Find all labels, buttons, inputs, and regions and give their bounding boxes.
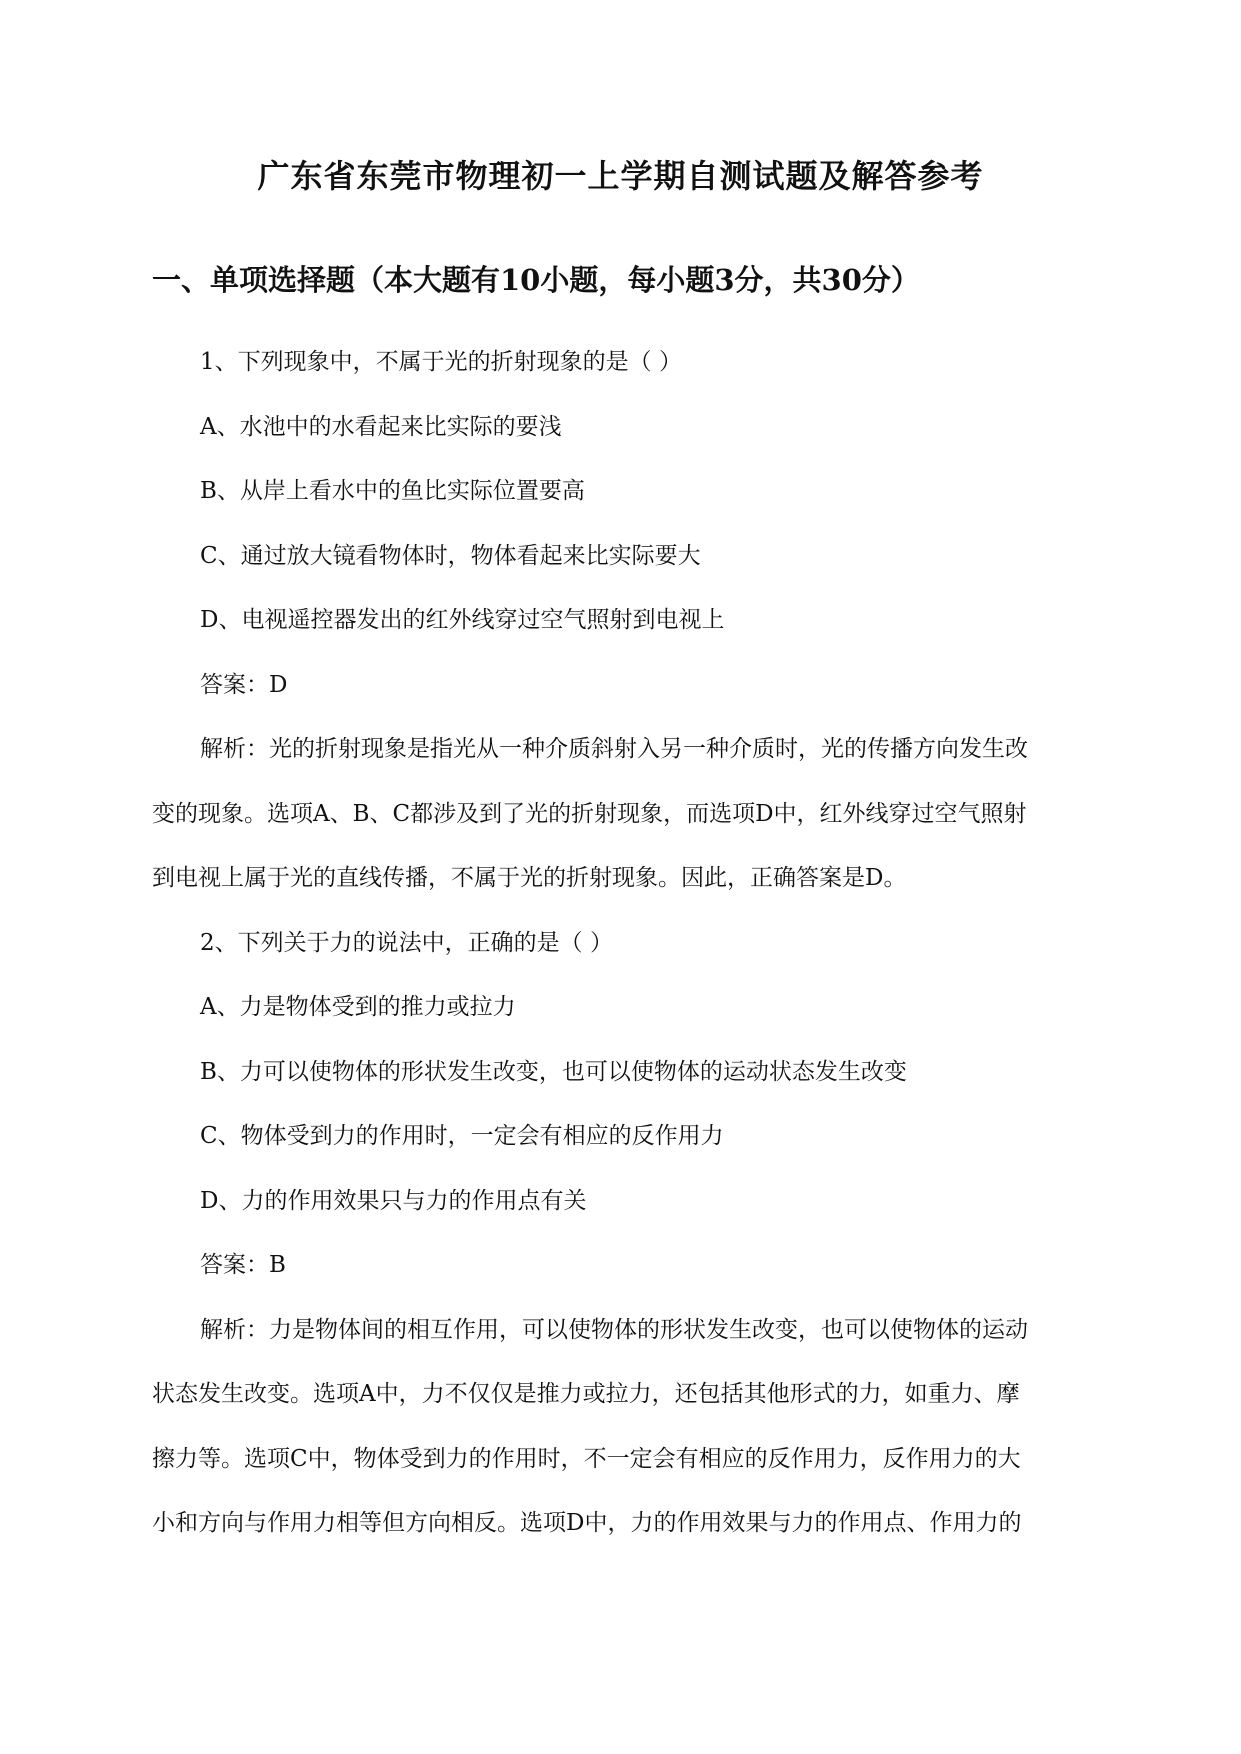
option-b: B、力可以使物体的形状发生改变，也可以使物体的运动状态发生改变 <box>200 1058 907 1085</box>
analysis-line: 解析：光的折射现象是指光从一种介质斜射入另一种介质时，光的传播方向发生改 <box>200 736 1028 762</box>
analysis-paragraph <box>152 1308 1098 1566</box>
analysis-line: 解析：力是物体间的相互作用，可以使物体的形状发生改变，也可以使物体的运动 <box>200 1316 1028 1343</box>
option-c: C、通过放大镜看物体时，物体看起来比实际要大 <box>200 542 701 569</box>
analysis-paragraph <box>152 727 1098 921</box>
answer: 答案：B <box>200 1252 286 1278</box>
analysis-line: 状态发生改变。选项A中，力不仅仅是推力或拉力，还包括其他形式的力，如重力、摩 <box>152 1381 1020 1407</box>
option-d: D、电视遥控器发出的红外线穿过空气照射到电视上 <box>200 607 725 633</box>
question-stem: 2、下列关于力的说法中，正确的是（ ） <box>200 929 613 956</box>
analysis-line: 擦力等。选项C中，物体受到力的作用时，不一定会有相应的反作用力，反作用力的大 <box>152 1445 1021 1472</box>
question-stem: 1、下列现象中，不属于光的折射现象的是（ ） <box>200 349 682 375</box>
section-heading: 一、单项选择题（本大题有10小题，每小题3分，共30分） <box>152 263 920 297</box>
analysis-line: 小和方向与作用力相等但方向相反。选项D中，力的作用效果与力的作用点、作用力的 <box>152 1510 1022 1536</box>
option-b: B、从岸上看水中的鱼比实际位置要高 <box>200 478 585 504</box>
analysis-line: 到电视上属于光的直线传播，不属于光的折射现象。因此，正确答案是D。 <box>152 865 907 891</box>
document-title: 广东省东莞市物理初一上学期自测试题及解答参考 <box>257 157 984 195</box>
analysis-line: 变的现象。选项A、B、C都涉及到了光的折射现象，而选项D中，红外线穿过空气照射 <box>152 800 1027 827</box>
option-a: A、水池中的水看起来比实际的要浅 <box>200 413 562 440</box>
question-1 <box>152 340 1098 921</box>
option-d: D、力的作用效果只与力的作用点有关 <box>200 1187 587 1214</box>
document-body <box>152 340 1098 1566</box>
option-c: C、物体受到力的作用时，一定会有相应的反作用力 <box>200 1123 724 1149</box>
question-2 <box>152 921 1098 1566</box>
option-a: A、力是物体受到的推力或拉力 <box>200 994 516 1020</box>
answer: 答案：D <box>200 671 288 698</box>
